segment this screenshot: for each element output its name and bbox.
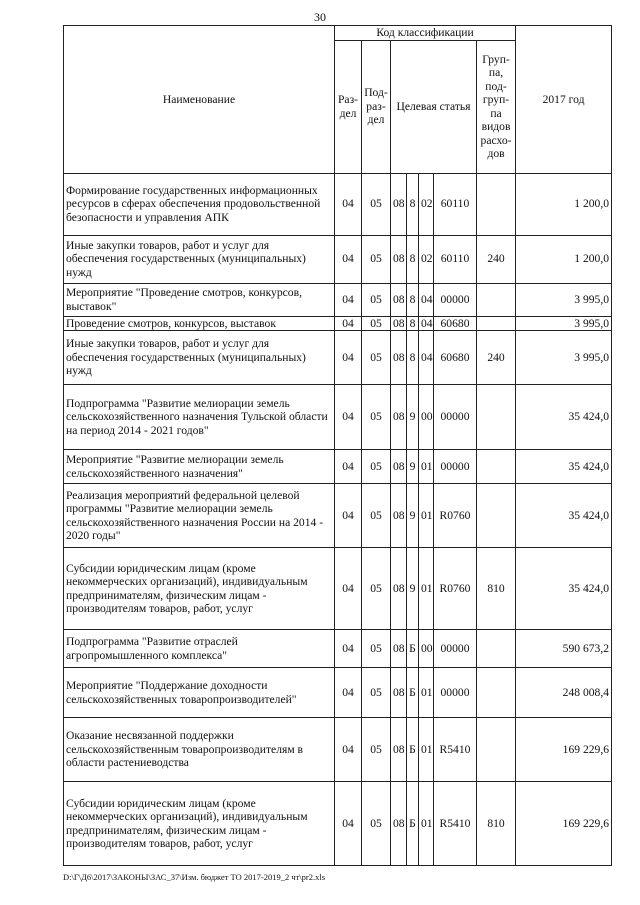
row-subsection: 05 bbox=[362, 484, 391, 548]
row-amount: 590 673,2 bbox=[516, 630, 612, 668]
file-path-footer: D:\Г\Д6\2017\ЗАКОНЫ\ЗАС_37\Изм. бюджет ТО 2017-2019_2 чт\pr2.xls bbox=[63, 872, 326, 882]
table-row bbox=[64, 630, 612, 668]
table-row bbox=[64, 484, 612, 548]
row-section: 04 bbox=[335, 316, 362, 331]
row-target-subprogram: 9 bbox=[407, 484, 419, 548]
row-target-event: 01 bbox=[419, 782, 434, 866]
row-target-subprogram: 8 bbox=[407, 331, 419, 385]
row-subsection: 05 bbox=[362, 668, 391, 718]
row-amount: 1 200,0 bbox=[516, 235, 612, 283]
table-row bbox=[64, 782, 612, 866]
row-section: 04 bbox=[335, 283, 362, 316]
row-target-direction: 00000 bbox=[434, 668, 477, 718]
table-row bbox=[64, 316, 612, 331]
row-subsection: 05 bbox=[362, 385, 391, 450]
row-target-subprogram: 8 bbox=[407, 173, 419, 235]
row-target-direction: 00000 bbox=[434, 450, 477, 484]
row-expense-group bbox=[477, 668, 516, 718]
row-target-direction: R0760 bbox=[434, 548, 477, 630]
row-name: Мероприятие "Проведение смотров, конкурсов, выставок" bbox=[64, 283, 335, 316]
row-expense-group bbox=[477, 484, 516, 548]
row-expense-group: 810 bbox=[477, 782, 516, 866]
row-subsection: 05 bbox=[362, 718, 391, 782]
row-amount: 35 424,0 bbox=[516, 385, 612, 450]
row-expense-group bbox=[477, 283, 516, 316]
row-expense-group: 810 bbox=[477, 548, 516, 630]
row-amount: 248 008,4 bbox=[516, 668, 612, 718]
row-name: Реализация мероприятий федеральной целевой программы "Развитие мелиорации земель сельскохозяйственного назначения России на 2014 - 2020 годы" bbox=[64, 484, 335, 548]
row-subsection: 05 bbox=[362, 630, 391, 668]
row-name: Подпрограмма "Развитие мелиорации земель сельскохозяйственного назначения Тульской области на период 2014 - 2021 годов" bbox=[64, 385, 335, 450]
header-expense-group: Груп-па, под-груп-па видов расхо-дов bbox=[477, 40, 516, 173]
row-expense-group bbox=[477, 450, 516, 484]
row-expense-group bbox=[477, 385, 516, 450]
table-row bbox=[64, 385, 612, 450]
row-target-program: 08 bbox=[391, 331, 407, 385]
row-target-event: 00 bbox=[419, 630, 434, 668]
row-target-direction: 00000 bbox=[434, 385, 477, 450]
row-target-program: 08 bbox=[391, 718, 407, 782]
row-section: 04 bbox=[335, 782, 362, 866]
row-expense-group bbox=[477, 718, 516, 782]
row-name: Иные закупки товаров, работ и услуг для обеспечения государственных (муниципальных) нужд bbox=[64, 235, 335, 283]
row-amount: 35 424,0 bbox=[516, 484, 612, 548]
header-subsection: Под-раз-дел bbox=[362, 40, 391, 173]
row-target-subprogram: Б bbox=[407, 782, 419, 866]
table-row bbox=[64, 283, 612, 316]
budget-table bbox=[63, 25, 612, 866]
row-subsection: 05 bbox=[362, 782, 391, 866]
row-target-direction: R0760 bbox=[434, 484, 477, 548]
row-target-direction: 00000 bbox=[434, 630, 477, 668]
row-subsection: 05 bbox=[362, 283, 391, 316]
row-target-direction: 60680 bbox=[434, 316, 477, 331]
row-target-event: 02 bbox=[419, 235, 434, 283]
row-target-event: 02 bbox=[419, 173, 434, 235]
row-amount: 1 200,0 bbox=[516, 173, 612, 235]
row-amount: 35 424,0 bbox=[516, 450, 612, 484]
row-target-program: 08 bbox=[391, 173, 407, 235]
row-subsection: 05 bbox=[362, 235, 391, 283]
row-section: 04 bbox=[335, 385, 362, 450]
row-expense-group: 240 bbox=[477, 331, 516, 385]
row-subsection: 05 bbox=[362, 173, 391, 235]
row-target-subprogram: 9 bbox=[407, 450, 419, 484]
row-amount: 3 995,0 bbox=[516, 283, 612, 316]
row-target-program: 08 bbox=[391, 450, 407, 484]
row-target-program: 08 bbox=[391, 316, 407, 331]
row-expense-group bbox=[477, 173, 516, 235]
row-target-program: 08 bbox=[391, 630, 407, 668]
row-subsection: 05 bbox=[362, 450, 391, 484]
row-expense-group bbox=[477, 630, 516, 668]
row-target-direction: R5410 bbox=[434, 718, 477, 782]
table-row bbox=[64, 718, 612, 782]
row-section: 04 bbox=[335, 331, 362, 385]
row-amount: 3 995,0 bbox=[516, 331, 612, 385]
row-target-program: 08 bbox=[391, 484, 407, 548]
header-name: Наименование bbox=[64, 26, 335, 174]
row-amount: 3 995,0 bbox=[516, 316, 612, 331]
row-target-event: 00 bbox=[419, 385, 434, 450]
row-name: Мероприятие "Развитие мелиорации земель сельскохозяйственного назначения" bbox=[64, 450, 335, 484]
header-year: 2017 год bbox=[516, 26, 612, 174]
row-target-program: 08 bbox=[391, 235, 407, 283]
row-target-subprogram: 8 bbox=[407, 316, 419, 331]
row-target-direction: 00000 bbox=[434, 283, 477, 316]
row-section: 04 bbox=[335, 235, 362, 283]
table-row bbox=[64, 548, 612, 630]
row-target-direction: 60680 bbox=[434, 331, 477, 385]
row-section: 04 bbox=[335, 718, 362, 782]
row-name: Подпрограмма "Развитие отраслей агропромышленного комплекса" bbox=[64, 630, 335, 668]
row-target-subprogram: Б bbox=[407, 668, 419, 718]
row-amount: 169 229,6 bbox=[516, 782, 612, 866]
row-target-subprogram: 8 bbox=[407, 235, 419, 283]
row-target-event: 01 bbox=[419, 668, 434, 718]
header-classification: Код классификации bbox=[335, 26, 516, 41]
header-target: Целевая статья bbox=[391, 40, 477, 173]
row-section: 04 bbox=[335, 548, 362, 630]
row-name: Оказание несвязанной поддержки сельскохозяйственным товаропроизводителям в области растениеводства bbox=[64, 718, 335, 782]
row-target-event: 01 bbox=[419, 450, 434, 484]
row-amount: 35 424,0 bbox=[516, 548, 612, 630]
table-row bbox=[64, 450, 612, 484]
page-number: 30 bbox=[314, 10, 326, 24]
row-target-event: 04 bbox=[419, 283, 434, 316]
row-name: Субсидии юридическим лицам (кроме некоммерческих организаций), индивидуальным предпринимателям, физическим лицам - производителям товаров, работ, услуг bbox=[64, 782, 335, 866]
row-target-subprogram: Б bbox=[407, 630, 419, 668]
row-target-program: 08 bbox=[391, 548, 407, 630]
row-target-subprogram: 8 bbox=[407, 283, 419, 316]
table-body bbox=[64, 173, 612, 866]
row-name: Формирование государственных информационных ресурсов в сферах обеспечения продовольственной безопасности и управления АПК bbox=[64, 173, 335, 235]
row-expense-group bbox=[477, 316, 516, 331]
row-target-subprogram: 9 bbox=[407, 385, 419, 450]
row-section: 04 bbox=[335, 630, 362, 668]
table-row bbox=[64, 668, 612, 718]
row-target-direction: R5410 bbox=[434, 782, 477, 866]
row-expense-group: 240 bbox=[477, 235, 516, 283]
row-section: 04 bbox=[335, 450, 362, 484]
row-target-event: 04 bbox=[419, 331, 434, 385]
row-target-event: 01 bbox=[419, 484, 434, 548]
row-target-event: 01 bbox=[419, 548, 434, 630]
row-name: Иные закупки товаров, работ и услуг для обеспечения государственных (муниципальных) нужд bbox=[64, 331, 335, 385]
table-row bbox=[64, 331, 612, 385]
row-section: 04 bbox=[335, 484, 362, 548]
row-subsection: 05 bbox=[362, 331, 391, 385]
row-name: Субсидии юридическим лицам (кроме некоммерческих организаций), индивидуальным предпринимателям, физическим лицам - производителям товаров, работ, услуг bbox=[64, 548, 335, 630]
row-target-program: 08 bbox=[391, 283, 407, 316]
table-row bbox=[64, 235, 612, 283]
row-target-direction: 60110 bbox=[434, 235, 477, 283]
header-section: Раз-дел bbox=[335, 40, 362, 173]
row-target-program: 08 bbox=[391, 782, 407, 866]
row-target-program: 08 bbox=[391, 668, 407, 718]
row-target-direction: 60110 bbox=[434, 173, 477, 235]
row-target-program: 08 bbox=[391, 385, 407, 450]
table-row bbox=[64, 173, 612, 235]
row-name: Проведение смотров, конкурсов, выставок bbox=[64, 316, 335, 331]
row-subsection: 05 bbox=[362, 316, 391, 331]
row-subsection: 05 bbox=[362, 548, 391, 630]
row-target-subprogram: 9 bbox=[407, 548, 419, 630]
row-amount: 169 229,6 bbox=[516, 718, 612, 782]
row-target-event: 04 bbox=[419, 316, 434, 331]
row-target-event: 01 bbox=[419, 718, 434, 782]
row-name: Мероприятие "Поддержание доходности сельскохозяйственных товаропроизводителей" bbox=[64, 668, 335, 718]
row-target-subprogram: Б bbox=[407, 718, 419, 782]
row-section: 04 bbox=[335, 668, 362, 718]
row-section: 04 bbox=[335, 173, 362, 235]
